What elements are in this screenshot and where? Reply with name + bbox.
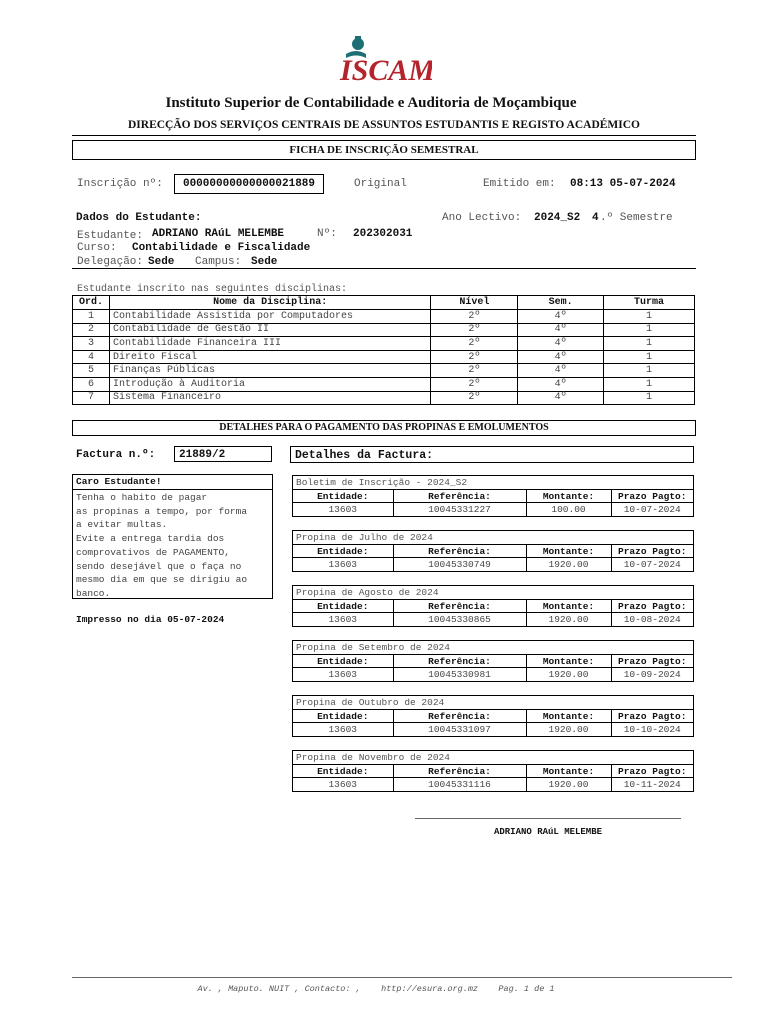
notice-text: Tenha o habito de pagar as propinas a tempo, por forma a evitar multas. Evite a entrega tardia dos comprovativos de PAGAMENTO, sendo desejável que o faça no mesmo dia em que se dirigiu ao banco. [76,492,248,599]
discipline-order: 3 [73,337,110,351]
discipline-name: Introdução à Auditoria [109,377,430,391]
invoice-item-title: Propina de Julho de 2024 [293,531,693,545]
reference-value: 10045330865 [393,613,526,627]
discipline-row [73,391,695,405]
student-number-label: Nº: [317,228,337,240]
amount-value: 1920.00 [526,723,611,737]
discipline-level: 2º [431,364,518,378]
entity-header: Entidade: [293,710,393,723]
disciplines-table [72,295,695,405]
discipline-class: 1 [604,391,695,405]
notice-title: Caro Estudante! [73,475,272,490]
discipline-level: 2º [431,391,518,405]
discipline-name: Direito Fiscal [109,350,430,364]
discipline-level: 2º [431,377,518,391]
entity-value: 13603 [293,668,393,682]
entity-value: 13603 [293,558,393,572]
amount-header: Montante: [526,655,611,668]
entity-value: 13603 [293,613,393,627]
delegation-value: Sede [148,256,175,268]
reference-value: 10045330981 [393,668,526,682]
invoice-item [292,640,694,682]
semester-suffix: .º Semestre [600,212,673,224]
due-value: 10-11-2024 [623,779,681,790]
institution-name: Instituto Superior de Contabilidade e Auditoria de Moçambique [165,95,577,111]
student-name: ADRIANO RAúL MELEMBE [152,228,285,240]
invoice-number: 21889/2 [174,446,272,462]
semester-number: 4 [592,212,599,224]
amount-header: Montante: [526,710,611,723]
discipline-order: 7 [73,391,110,405]
due-header: Prazo Pagto: [611,490,693,503]
due-header: Prazo Pagto: [611,655,693,668]
campus-value: Sede [251,256,278,268]
discipline-level: 2º [431,310,518,324]
discipline-order: 4 [73,350,110,364]
invoice-item [292,750,694,792]
discipline-name: Contabilidade Financeira III [109,337,430,351]
invoice-item [292,475,694,517]
due-value: 10-07-2024 [623,559,681,570]
due-header: Prazo Pagto: [611,600,693,613]
discipline-semester: 4º [518,323,604,337]
amount-header: Montante: [526,545,611,558]
invoice-label: Factura n.º: [76,449,156,461]
reference-header: Referência: [393,765,526,778]
col-header-semester: Sem. [518,296,604,310]
due-value: 10-07-2024 [623,504,681,515]
student-number: 202302031 [353,228,413,240]
reference-header: Referência: [393,600,526,613]
footer-text: Av. , Maputo. NUIT , Contacto: , http://esura.org.mz Pag. 1 de 1 [197,984,555,994]
col-header-level: Nível [431,296,518,310]
signature-name: ADRIANO RAúL MELEMBE [493,827,603,837]
delegation-label: Delegação: [77,256,144,268]
signature-line [415,818,681,819]
inscription-number: 00000000000000021889 [174,174,324,194]
header-divider [72,135,696,136]
discipline-order: 2 [73,323,110,337]
col-header-order: Ord. [73,296,110,310]
invoice-item-title: Propina de Agosto de 2024 [293,586,693,600]
discipline-order: 6 [73,377,110,391]
discipline-name: Sistema Financeiro [109,391,430,405]
due-value: 10-09-2024 [623,669,681,680]
reference-header: Referência: [393,490,526,503]
discipline-row [73,350,695,364]
entity-header: Entidade: [293,765,393,778]
student-notice [72,474,273,599]
student-divider [72,268,696,269]
entity-value: 13603 [293,503,393,517]
discipline-class: 1 [604,323,695,337]
col-header-class: Turma [604,296,695,310]
invoice-item-title: Boletim de Inscrição - 2024_S2 [293,476,693,490]
discipline-level: 2º [431,350,518,364]
discipline-row [73,310,695,324]
invoice-item-title: Propina de Novembro de 2024 [293,751,693,765]
entity-header: Entidade: [293,655,393,668]
discipline-name: Finanças Públicas [109,364,430,378]
discipline-name: Contabilidade Assistida por Computadores [109,310,430,324]
due-value: 10-08-2024 [623,614,681,625]
discipline-level: 2º [431,337,518,351]
due-header: Prazo Pagto: [611,545,693,558]
entity-value: 13603 [293,723,393,737]
discipline-name: Contabilidade de Gestão II [109,323,430,337]
course-value: Contabilidade e Fiscalidade [132,242,311,254]
disciplines-intro: Estudante inscrito nas seguintes disciplinas: [77,284,348,295]
year-label: Ano Lectivo: [442,212,522,224]
reference-value: 10045330749 [393,558,526,572]
discipline-order: 1 [73,310,110,324]
invoice-details-title: Detalhes da Factura: [290,446,694,463]
due-header: Prazo Pagto: [611,710,693,723]
invoice-item [292,695,694,737]
iscam-logo [336,34,432,86]
reference-header: Referência: [393,710,526,723]
invoice-item [292,530,694,572]
amount-value: 1920.00 [526,778,611,792]
issued-value: 08:13 05-07-2024 [570,178,676,190]
discipline-semester: 4º [518,364,604,378]
payment-section-title: DETALHES PARA O PAGAMENTO DAS PROPINAS E EMOLUMENTOS [72,420,696,436]
discipline-class: 1 [604,337,695,351]
reference-value: 10045331227 [393,503,526,517]
invoice-item [292,585,694,627]
entity-value: 13603 [293,778,393,792]
discipline-class: 1 [604,310,695,324]
discipline-class: 1 [604,364,695,378]
due-value: 10-10-2024 [623,724,681,735]
invoice-item-title: Propina de Setembro de 2024 [293,641,693,655]
student-name-label: Estudante: [77,230,144,242]
col-header-name: Nome da Disciplina: [109,296,430,310]
discipline-semester: 4º [518,377,604,391]
amount-value: 1920.00 [526,558,611,572]
discipline-level: 2º [431,323,518,337]
student-section-title: Dados do Estudante: [76,212,202,224]
discipline-row [73,337,695,351]
amount-header: Montante: [526,600,611,613]
year-value: 2024_S2 [534,212,581,224]
discipline-class: 1 [604,377,695,391]
invoice-item-title: Propina de Outubro de 2024 [293,696,693,710]
due-header: Prazo Pagto: [611,765,693,778]
amount-value: 1920.00 [526,668,611,682]
reference-value: 10045331116 [393,778,526,792]
direction-name: DIRECÇÃO DOS SERVIÇOS CENTRAIS DE ASSUNTOS ESTUDANTIS E REGISTO ACADÉMICO [127,119,640,131]
reference-header: Referência: [393,545,526,558]
issued-label: Emitido em: [483,178,556,190]
discipline-semester: 4º [518,337,604,351]
amount-header: Montante: [526,765,611,778]
discipline-row [73,364,695,378]
form-title: FICHA DE INSCRIÇÃO SEMESTRAL [72,140,696,160]
discipline-order: 5 [73,364,110,378]
entity-header: Entidade: [293,600,393,613]
copy-type: Original [354,178,407,190]
inscription-number-label: Inscrição nº: [77,178,163,190]
disciplines-header-row [73,296,695,310]
entity-header: Entidade: [293,545,393,558]
discipline-row [73,377,695,391]
discipline-class: 1 [604,350,695,364]
amount-header: Montante: [526,490,611,503]
amount-value: 100.00 [526,503,611,517]
discipline-semester: 4º [518,310,604,324]
reference-value: 10045331097 [393,723,526,737]
discipline-row [73,323,695,337]
entity-header: Entidade: [293,490,393,503]
printed-date: Impresso no dia 05-07-2024 [76,614,225,625]
discipline-semester: 4º [518,350,604,364]
discipline-semester: 4º [518,391,604,405]
course-label: Curso: [77,242,117,254]
reference-header: Referência: [393,655,526,668]
amount-value: 1920.00 [526,613,611,627]
campus-label: Campus: [195,256,242,268]
footer-divider [72,977,732,978]
logo-text: ISCAM [340,54,432,86]
